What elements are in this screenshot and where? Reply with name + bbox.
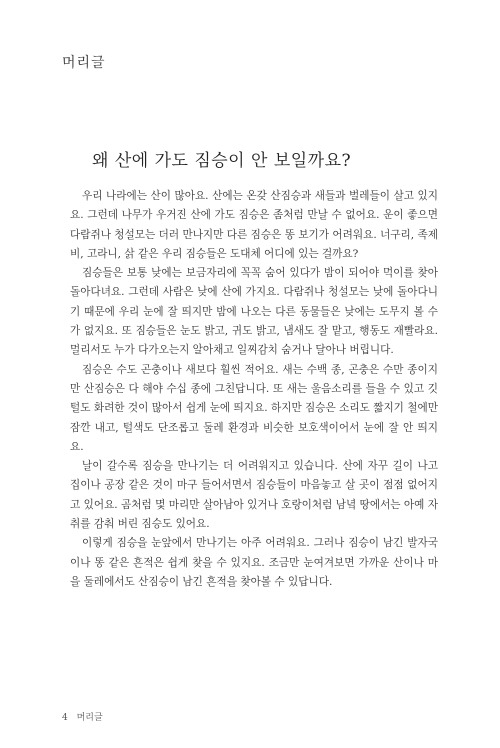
section-label: 머리글 <box>62 55 106 71</box>
paragraph: 이렇게 짐승을 눈앞에서 만나기는 아주 어려워요. 그러나 짐승이 남긴 발자국이나 똥 같은 흔적은 쉽게 찾을 수 있지요. 조금만 눈여겨보면 가까운 산이나 마을 둘레에서도 산짐승이 남긴 흔적을 찾아볼 수 있답니다. <box>70 537 438 588</box>
chapter-title: 왜 산에 가도 짐승이 안 보일까요? <box>92 151 352 171</box>
body-text <box>70 187 438 592</box>
paragraph: 우리 나라에는 산이 많아요. 산에는 온갖 산짐승과 새들과 벌레들이 살고 있지요. 그런데 나무가 우거진 산에 가도 짐승은 좀처럼 만날 수 없어요. 운이 좋으면 다람쥐나 청설모는 더러 만나지만 다른 짐승은 똥 보기가 어려워요. 너구리, 족제비, 고라니, 삵 같은 우리 짐승들은 도대체 어디에 있는 걸까요? <box>70 190 438 260</box>
paragraph: 짐승은 수도 곤충이나 새보다 훨씬 적어요. 새는 수백 종, 곤충은 수만 종이지만 산짐승은 다 해야 수십 종에 그친답니다. 또 새는 울음소리를 들을 수 있고 깃털도 화려한 것이 많아서 쉽게 눈에 띄지요. 하지만 짐승은 소리도 짧지기 철에만 잠깐 내고, 털색도 단조롭고 둘레 환경과 비슷한 보호색이어서 눈에 잘 안 띄지요. <box>70 363 438 453</box>
footer-label: 머리글 <box>76 713 103 723</box>
page-footer <box>62 710 103 723</box>
page-number: 4 <box>62 713 68 723</box>
paragraph: 짐승들은 보통 낮에는 보금자리에 꼭꼭 숨어 있다가 밤이 되어야 먹이를 찾아 돌아다녀요. 그런데 사람은 낮에 산에 가지요. 다람쥐나 청설모는 낮에 돌아다니기 때문에 우리 눈에 잘 띄지만 밤에 나오는 다른 동물들은 낮에는 도무지 볼 수가 없지요. 또 짐승들은 눈도 밝고, 귀도 밝고, 냄새도 잘 맡고, 행동도 재빨라요. 멀리서도 누가 다가오는지 알아채고 일찌감치 숨거나 달아나 버립니다. <box>70 267 438 357</box>
paragraph: 날이 갈수록 짐승을 만나기는 더 어려워지고 있습니다. 산에 자꾸 길이 나고 집이나 공장 같은 것이 마구 들어서면서 짐승들이 마음놓고 살 곳이 점점 없어지고 있어요. 곰처럼 몇 마리만 살아남아 있거나 호랑이처럼 남녘 땅에서는 아예 자취를 감춰 버린 짐승도 있어요. <box>70 460 438 531</box>
